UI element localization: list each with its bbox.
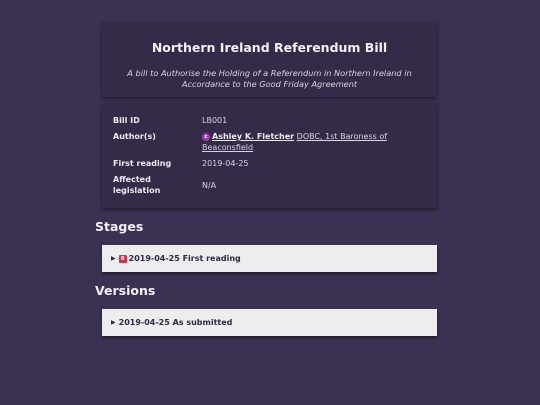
first-reading-value: 2019-04-25 xyxy=(202,159,249,168)
author-link[interactable]: Ashley K. Fletcher xyxy=(212,132,295,141)
bill-id-label: Bill ID xyxy=(113,116,140,125)
bill-header-card xyxy=(102,22,437,97)
bill-details-card xyxy=(102,103,437,208)
stage-label: 2019-04-25 First reading xyxy=(128,254,241,263)
details-row-affected xyxy=(113,174,437,196)
details-row-authors xyxy=(113,131,437,158)
authors-label: Author(s) xyxy=(113,132,156,141)
authors-value xyxy=(202,131,427,153)
affected-value: N/A xyxy=(202,181,217,190)
stage-badge-icon: 8 xyxy=(119,255,127,263)
triangle-right-icon: ▶ xyxy=(111,255,116,262)
bill-title: Northern Ireland Referendum Bill xyxy=(151,40,388,55)
details-row-bill-id xyxy=(113,114,437,131)
first-reading-label: First reading xyxy=(113,159,172,168)
bill-id-value: LB001 xyxy=(202,116,228,125)
party-badge-icon: c xyxy=(202,133,210,141)
details-row-first-reading xyxy=(113,158,437,174)
affected-label: Affected legislation xyxy=(113,175,161,195)
version-item-as-submitted[interactable] xyxy=(102,309,437,336)
version-label: 2019-04-25 As submitted xyxy=(118,318,233,327)
stage-item-first-reading[interactable] xyxy=(102,245,437,272)
triangle-right-icon: ▶ xyxy=(111,319,116,326)
versions-heading: Versions xyxy=(95,283,156,298)
author-title[interactable]: DOBC, 1st Baroness of Beaconsfield xyxy=(202,132,388,152)
bill-subtitle: A bill to Authorise the Holding of a Referendum in Northern Ireland in Accordance to the Good Friday Agreement xyxy=(127,68,412,89)
stages-heading: Stages xyxy=(95,219,144,234)
